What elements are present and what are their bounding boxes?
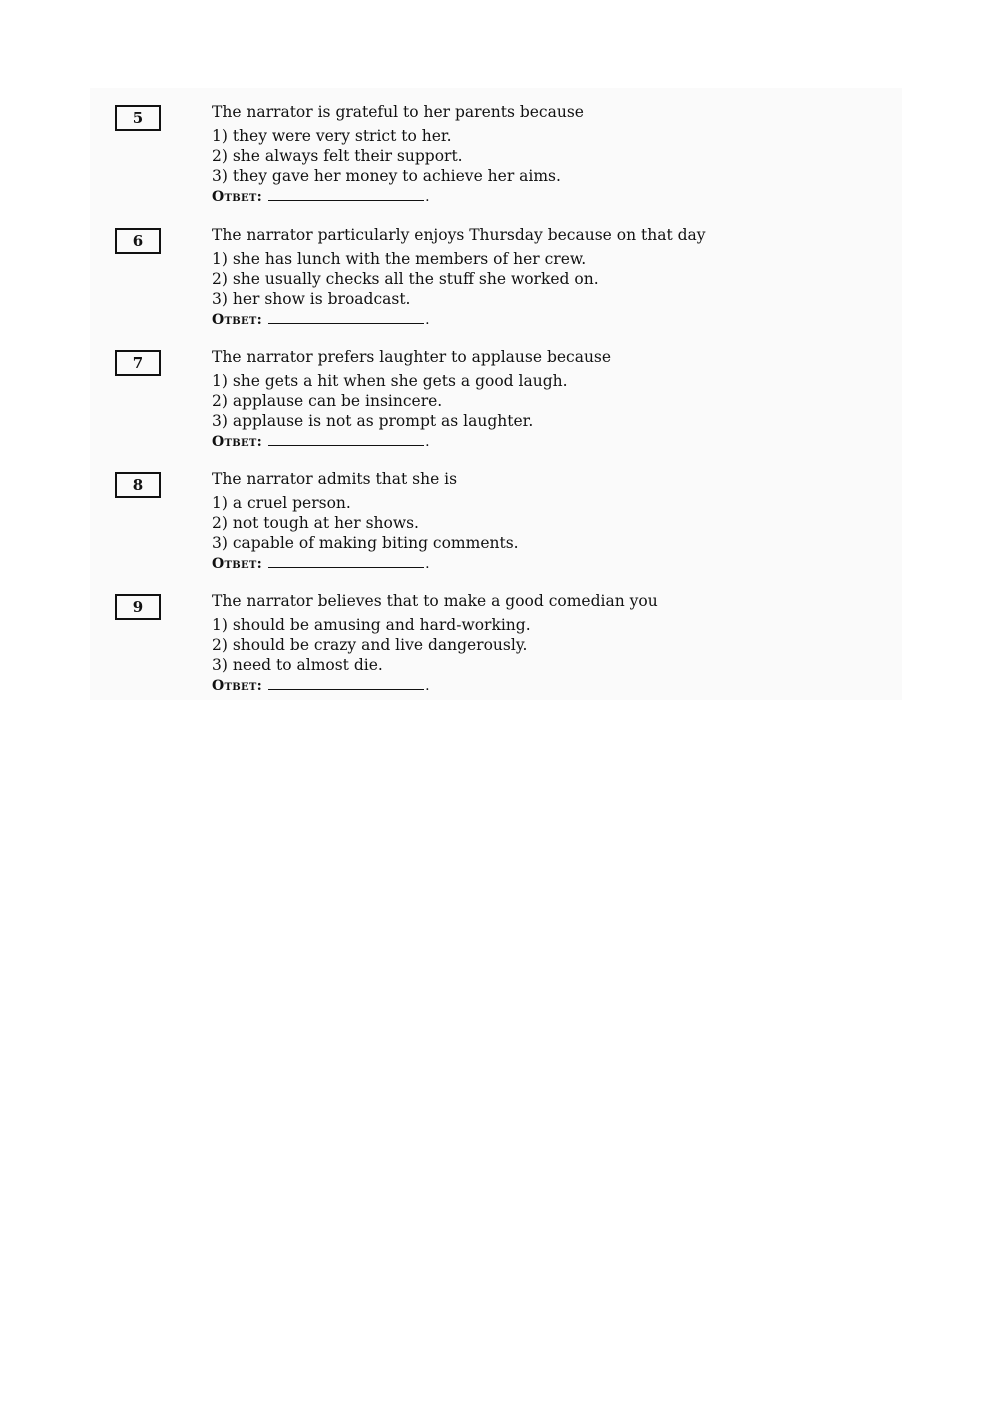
option-2: 2) not tough at her shows.	[212, 514, 419, 532]
question-number-box: 9	[115, 594, 161, 620]
option-1: 1) they were very strict to her.	[212, 127, 452, 145]
answer-label: Ответ:	[212, 434, 263, 450]
answer-blank-5[interactable]	[268, 186, 424, 201]
option-1: 1) she has lunch with the members of her crew.	[212, 250, 587, 268]
question-8	[0, 469, 1000, 579]
question-5	[0, 102, 1000, 212]
answer-blank-6[interactable]	[268, 309, 424, 324]
answer-period: .	[425, 434, 430, 450]
answer-period: .	[425, 189, 430, 205]
question-number-box: 8	[115, 472, 161, 498]
answer-period: .	[425, 678, 430, 694]
option-1: 1) should be amusing and hard-working.	[212, 616, 531, 634]
question-stem: The narrator prefers laughter to applause because	[212, 348, 612, 366]
option-2: 2) should be crazy and live dangerously.	[212, 636, 528, 654]
question-6	[0, 225, 1000, 335]
answer-blank-7[interactable]	[268, 431, 424, 446]
answer-period: .	[425, 312, 430, 328]
question-stem: The narrator particularly enjoys Thursday because on that day	[212, 226, 706, 244]
option-3: 3) applause is not as prompt as laughter.	[212, 412, 534, 430]
question-stem: The narrator is grateful to her parents because	[212, 103, 584, 121]
option-3: 3) capable of making biting comments.	[212, 534, 519, 552]
answer-label: Ответ:	[212, 556, 263, 572]
option-3: 3) her show is broadcast.	[212, 290, 411, 308]
answer-line	[212, 431, 892, 451]
answer-blank-9[interactable]	[268, 675, 424, 690]
answer-label: Ответ:	[212, 312, 263, 328]
question-stem: The narrator admits that she is	[212, 470, 458, 488]
answer-label: Ответ:	[212, 189, 263, 205]
option-1: 1) she gets a hit when she gets a good laugh.	[212, 372, 568, 390]
answer-line	[212, 186, 892, 206]
question-body	[212, 591, 892, 695]
option-2: 2) applause can be insincere.	[212, 392, 443, 410]
answer-line	[212, 675, 892, 695]
question-7	[0, 347, 1000, 457]
question-body	[212, 102, 892, 206]
answer-blank-8[interactable]	[268, 553, 424, 568]
question-body	[212, 469, 892, 573]
question-number-box: 7	[115, 350, 161, 376]
option-3: 3) they gave her money to achieve her aims.	[212, 167, 561, 185]
option-1: 1) a cruel person.	[212, 494, 351, 512]
answer-line	[212, 309, 892, 329]
answer-label: Ответ:	[212, 678, 263, 694]
option-2: 2) she always felt their support.	[212, 147, 463, 165]
question-body	[212, 347, 892, 451]
question-9	[0, 591, 1000, 701]
option-2: 2) she usually checks all the stuff she worked on.	[212, 270, 599, 288]
answer-period: .	[425, 556, 430, 572]
question-number-box: 5	[115, 105, 161, 131]
option-3: 3) need to almost die.	[212, 656, 383, 674]
question-number-box: 6	[115, 228, 161, 254]
question-body	[212, 225, 892, 329]
answer-line	[212, 553, 892, 573]
question-stem: The narrator believes that to make a good comedian you	[212, 592, 658, 610]
